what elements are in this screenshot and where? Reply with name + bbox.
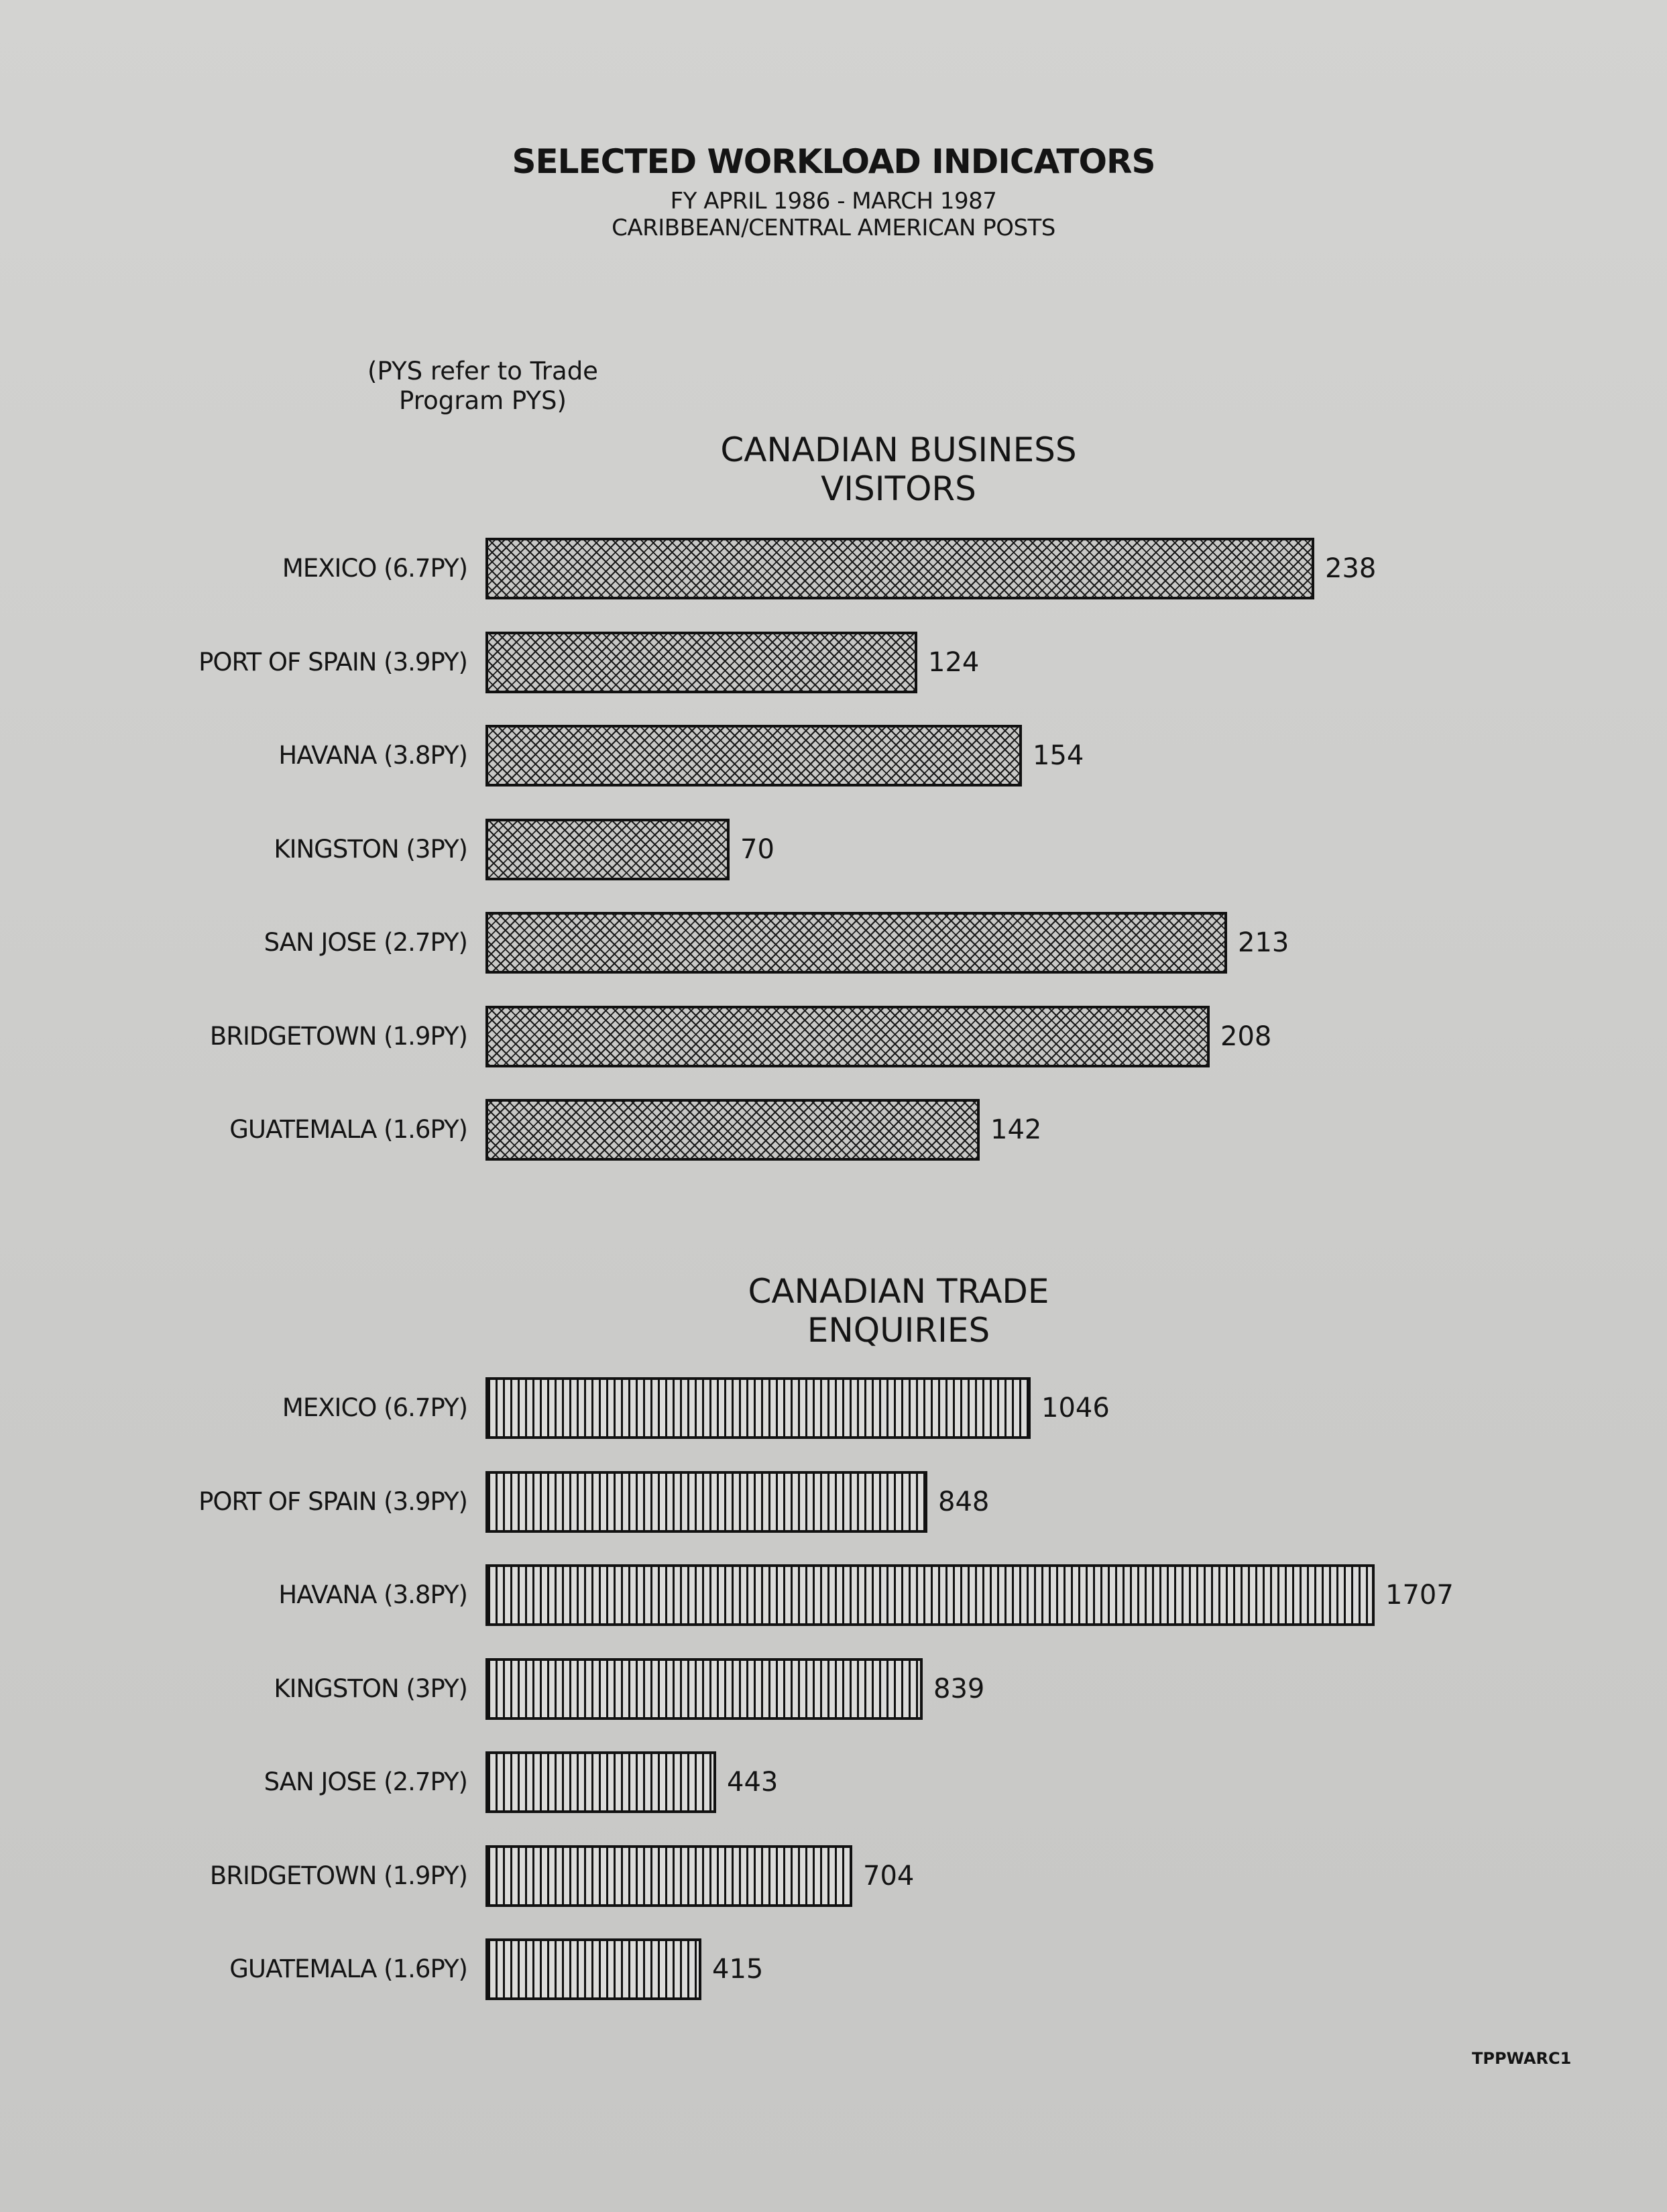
bar-value-label: 213 <box>1238 927 1289 958</box>
pys-note-line-1: (PYS refer to Trade <box>367 357 598 386</box>
category-label: KINGSTON (3PY) <box>274 1674 467 1703</box>
bar <box>485 1658 923 1720</box>
category-label: GUATEMALA (1.6PY) <box>229 1955 467 1983</box>
bar <box>485 632 917 693</box>
category-label: HAVANA (3.8PY) <box>278 1580 467 1609</box>
bar <box>485 819 730 880</box>
bar-value-label: 70 <box>740 833 774 865</box>
bar-value-label: 238 <box>1325 553 1377 584</box>
bar-value-label: 704 <box>863 1860 915 1891</box>
chart-1-title-line-1: CANADIAN BUSINESS <box>720 430 1077 469</box>
bar-value-label: 839 <box>933 1673 985 1704</box>
category-label: SAN JOSE (2.7PY) <box>264 1767 467 1796</box>
bar <box>485 1564 1375 1626</box>
chart-1-title-line-2: VISITORS <box>821 469 976 508</box>
bar <box>485 1471 927 1533</box>
bar <box>485 912 1227 974</box>
pys-note-line-2: Program PYS) <box>399 386 567 415</box>
page-subtitle-region: CARIBBEAN/CENTRAL AMERICAN POSTS <box>612 215 1055 241</box>
category-label: HAVANA (3.8PY) <box>278 741 467 770</box>
bar-value-label: 848 <box>938 1486 990 1517</box>
bar <box>485 1006 1210 1067</box>
chart-1-title <box>603 430 1194 508</box>
bar <box>485 1377 1031 1439</box>
chart-2-title-line-1: CANADIAN TRADE <box>748 1272 1049 1311</box>
category-label: BRIDGETOWN (1.9PY) <box>209 1021 467 1051</box>
document-code: TPPWARC1 <box>1472 2049 1572 2068</box>
category-label: PORT OF SPAIN (3.9PY) <box>198 647 467 677</box>
category-label: PORT OF SPAIN (3.9PY) <box>198 1487 467 1516</box>
category-label: MEXICO (6.7PY) <box>282 1393 467 1422</box>
bar-value-label: 208 <box>1220 1021 1272 1052</box>
bar <box>485 1938 701 2000</box>
bar <box>485 1099 980 1161</box>
bar-value-label: 142 <box>990 1114 1042 1145</box>
category-label: BRIDGETOWN (1.9PY) <box>209 1861 467 1890</box>
category-label: MEXICO (6.7PY) <box>282 554 467 583</box>
bar <box>485 1845 852 1907</box>
pys-note <box>282 357 684 416</box>
category-label: SAN JOSE (2.7PY) <box>264 928 467 957</box>
bar-value-label: 1046 <box>1041 1393 1110 1423</box>
category-label: KINGSTON (3PY) <box>274 834 467 864</box>
bar-value-label: 443 <box>727 1767 779 1798</box>
bar <box>485 538 1314 599</box>
bar-value-label: 124 <box>928 646 980 678</box>
bar-value-label: 415 <box>712 1954 764 1985</box>
bar-value-label: 1707 <box>1385 1580 1454 1611</box>
page-title: SELECTED WORKLOAD INDICATORS <box>512 142 1155 181</box>
bar <box>485 1751 716 1813</box>
bar-value-label: 154 <box>1033 740 1084 771</box>
bar <box>485 725 1022 787</box>
category-label: GUATEMALA (1.6PY) <box>229 1115 467 1144</box>
page-subtitle-period: FY APRIL 1986 - MARCH 1987 <box>670 188 997 215</box>
chart-2-title <box>603 1272 1194 1350</box>
chart-2-title-line-2: ENQUIRIES <box>807 1311 990 1350</box>
